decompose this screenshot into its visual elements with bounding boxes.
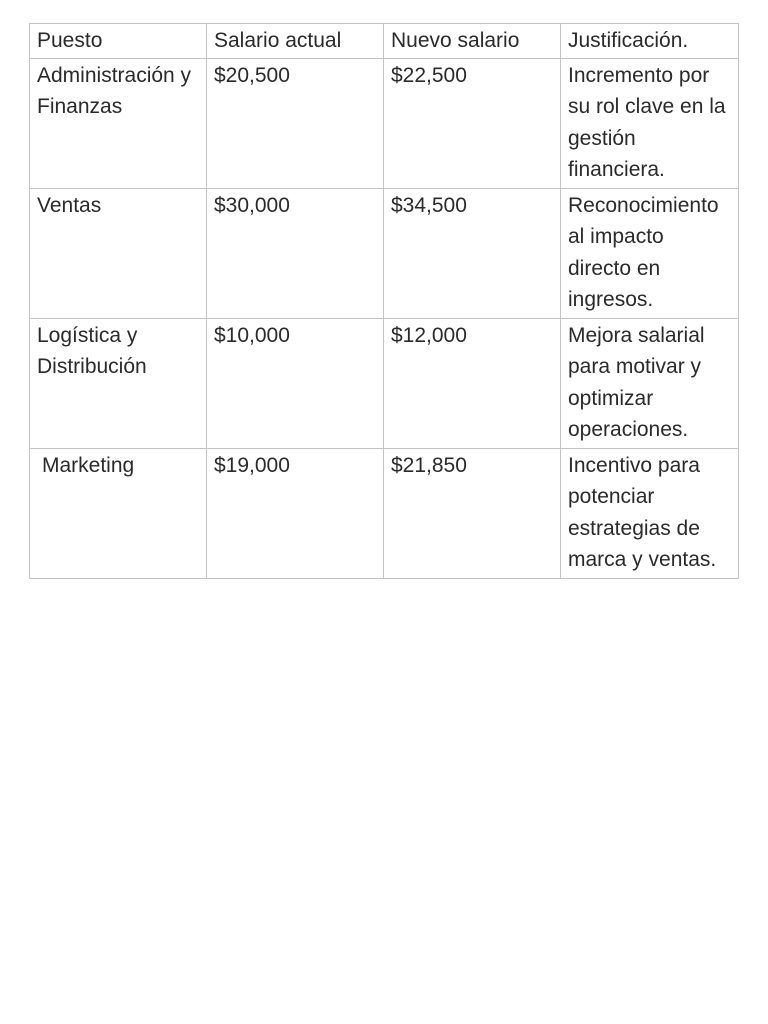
cell-justificacion: Incremento por su rol clave en la gestión financiera. <box>561 58 739 188</box>
cell-puesto: Logística y Distribución <box>30 318 207 448</box>
cell-salario-actual: $30,000 <box>207 188 384 318</box>
cell-justificacion: Incentivo para potenciar estrategias de marca y ventas. <box>561 448 739 578</box>
table-row <box>30 58 739 188</box>
table-header-row <box>30 24 739 59</box>
cell-puesto: Marketing <box>30 448 207 578</box>
cell-puesto: Ventas <box>30 188 207 318</box>
cell-justificacion: Mejora salarial para motivar y optimizar operaciones. <box>561 318 739 448</box>
header-puesto: Puesto <box>30 24 207 59</box>
cell-puesto: Administración y Finanzas <box>30 58 207 188</box>
cell-nuevo-salario: $12,000 <box>384 318 561 448</box>
header-justificacion: Justificación. <box>561 24 739 59</box>
header-nuevo-salario: Nuevo salario <box>384 24 561 59</box>
table-row <box>30 448 739 578</box>
cell-justificacion: Reconocimiento al impacto directo en ingresos. <box>561 188 739 318</box>
table-row <box>30 188 739 318</box>
cell-salario-actual: $20,500 <box>207 58 384 188</box>
cell-nuevo-salario: $21,850 <box>384 448 561 578</box>
cell-salario-actual: $19,000 <box>207 448 384 578</box>
cell-nuevo-salario: $22,500 <box>384 58 561 188</box>
header-salario-actual: Salario actual <box>207 24 384 59</box>
cell-nuevo-salario: $34,500 <box>384 188 561 318</box>
salary-table <box>29 23 739 579</box>
cell-salario-actual: $10,000 <box>207 318 384 448</box>
table-row <box>30 318 739 448</box>
